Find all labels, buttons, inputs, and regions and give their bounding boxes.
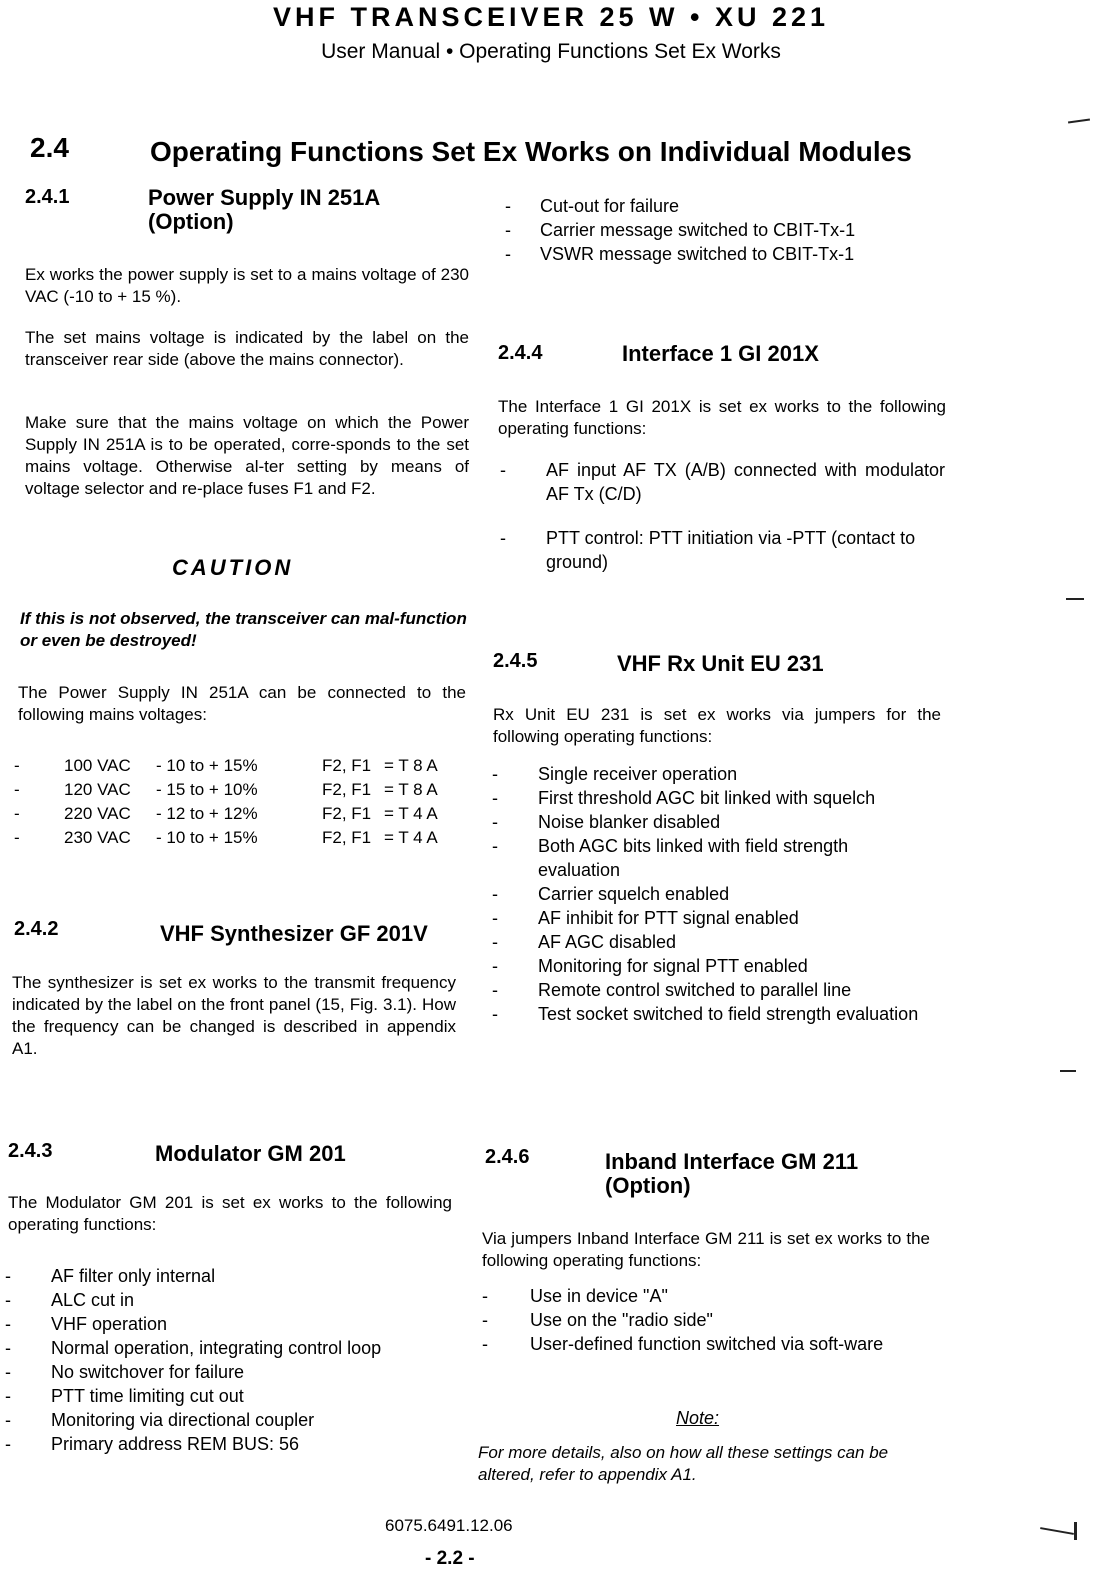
s244-paragraph: The Interface 1 GI 201X is set ex works to the following operating functions: — [498, 397, 946, 438]
list-item: - PTT control: PTT initiation via -PTT (contact to ground) — [500, 528, 916, 572]
s243-title: Modulator GM 201 — [155, 1141, 346, 1166]
fuse-rating: = T 8 A — [384, 780, 438, 799]
margin-mark — [1066, 598, 1084, 600]
list-item: - User-defined function switched via soft-ware — [482, 1334, 884, 1354]
page-header-title: VHF TRANSCEIVER 25 W • XU 221 — [272, 2, 830, 32]
voltage-range: - 10 to + 15% — [156, 828, 258, 847]
list-item: - Monitoring for signal PTT enabled — [492, 956, 808, 976]
s243-paragraph: The Modulator GM 201 is set ex works to the following operating functions: — [8, 1193, 452, 1234]
page-number: - 2.2 - — [425, 1548, 475, 1569]
s245-paragraph: Rx Unit EU 231 is set ex works via jumpers for the following operating functions: — [493, 705, 941, 746]
caution-heading: CAUTION — [172, 555, 294, 580]
margin-mark — [1068, 118, 1090, 123]
row-dash: - — [14, 828, 20, 847]
s241-title-line1: Power Supply IN 251A — [148, 185, 381, 210]
s243-list-continued — [505, 194, 935, 266]
list-item: - ALC cut in — [5, 1290, 135, 1310]
s241-title-line2: (Option) — [148, 209, 234, 234]
list-item: - Test socket switched to field strength evaluation — [492, 1004, 919, 1024]
s245-title: VHF Rx Unit EU 231 — [617, 651, 824, 676]
fuse-rating: = T 8 A — [384, 756, 438, 775]
list-item: - AF input AF TX (A/B) connected with modulator AF Tx (C/D) — [500, 460, 945, 504]
list-item: - Remote control switched to parallel line — [492, 980, 852, 1000]
voltage-value: 120 VAC — [64, 780, 131, 799]
list-item: - Monitoring via directional coupler — [5, 1410, 315, 1430]
voltage-range: - 10 to + 15% — [156, 756, 258, 775]
voltage-value: 220 VAC — [64, 804, 131, 823]
voltage-value: 230 VAC — [64, 828, 131, 847]
row-dash: - — [14, 756, 20, 775]
s242-title: VHF Synthesizer GF 201V — [160, 921, 428, 946]
voltage-row — [14, 804, 464, 828]
s246-number: 2.4.6 — [485, 1146, 530, 1168]
list-item: - First threshold AGC bit linked with squelch — [492, 788, 876, 808]
fuse-names: F2, F1 — [322, 804, 372, 823]
section-number: 2.4 — [30, 132, 69, 163]
s241-paragraph-1: Ex works the power supply is set to a mains voltage of 230 VAC (-10 to + 15 %). — [25, 265, 469, 306]
list-item: - Cut-out for failure — [505, 196, 680, 216]
fuse-rating: = T 4 A — [384, 828, 438, 847]
note-text: For more details, also on how all these settings can be altered, refer to appendix A1. — [478, 1443, 889, 1484]
s244-title: Interface 1 GI 201X — [622, 341, 819, 366]
s244-list — [500, 458, 945, 574]
voltage-range: - 12 to + 12% — [156, 804, 258, 823]
list-item: - Single receiver operation — [492, 764, 738, 784]
note-label: Note: — [676, 1408, 720, 1428]
document-number: 6075.6491.12.06 — [385, 1516, 513, 1535]
list-item: - Carrier squelch enabled — [492, 884, 730, 904]
s241-paragraph-4: The Power Supply IN 251A can be connected to the following mains voltages: — [18, 683, 466, 724]
voltage-row — [14, 780, 464, 804]
s241-number: 2.4.1 — [25, 186, 70, 208]
fuse-names: F2, F1 — [322, 828, 372, 847]
list-item: - Both AGC bits linked with field strength evaluation — [492, 836, 849, 880]
list-item: - Use on the "radio side" — [482, 1310, 713, 1330]
list-item: - AF AGC disabled — [492, 932, 677, 952]
list-item: - No switchover for failure — [5, 1362, 245, 1382]
list-item: - Noise blanker disabled — [492, 812, 721, 832]
s244-number: 2.4.4 — [498, 342, 543, 364]
s246-paragraph: Via jumpers Inband Interface GM 211 is set ex works to the following operating functions: — [482, 1229, 930, 1270]
s241-paragraph-2: The set mains voltage is indicated by the label on the transceiver rear side (above the mains connector). — [25, 328, 469, 369]
s245-number: 2.4.5 — [493, 650, 538, 672]
voltage-row — [14, 828, 464, 852]
s246-title-line2: (Option) — [605, 1173, 691, 1198]
voltage-value: 100 VAC — [64, 756, 131, 775]
margin-mark — [1040, 1527, 1074, 1535]
list-item: - Use in device "A" — [482, 1286, 668, 1306]
s245-list — [492, 762, 934, 1026]
s242-paragraph: The synthesizer is set ex works to the transmit frequency indicated by the label on the front panel (15, Fig. 3.1). How the frequency can be changed is described in appendix A1. — [12, 973, 456, 1058]
page-header-subtitle: User Manual • Operating Functions Set Ex Works — [321, 40, 781, 63]
margin-mark — [1074, 1522, 1077, 1540]
s243-number: 2.4.3 — [8, 1140, 53, 1162]
margin-mark — [1060, 1070, 1076, 1072]
row-dash: - — [14, 780, 20, 799]
list-item: - Carrier message switched to CBIT-Tx-1 — [505, 220, 856, 240]
s241-paragraph-3: Make sure that the mains voltage on which the Power Supply IN 251A is to be operated, corre-sponds to the set mains voltage. Otherwise al-ter setting by means of voltage selector and re-place fuses F1 and F2. — [25, 413, 469, 498]
s246-list — [482, 1284, 924, 1356]
fuse-rating: = T 4 A — [384, 804, 438, 823]
s242-number: 2.4.2 — [14, 918, 59, 940]
caution-warning-text: If this is not observed, the transceiver can mal-function or even be destroyed! — [20, 609, 467, 650]
row-dash: - — [14, 804, 20, 823]
list-item: - VSWR message switched to CBIT-Tx-1 — [505, 244, 855, 264]
list-item: - VHF operation — [5, 1314, 168, 1334]
list-item: - AF filter only internal — [5, 1266, 216, 1286]
voltage-range: - 15 to + 10% — [156, 780, 258, 799]
fuse-names: F2, F1 — [322, 780, 372, 799]
s246-title-line1: Inband Interface GM 211 — [605, 1149, 859, 1174]
fuse-names: F2, F1 — [322, 756, 372, 775]
list-item: - Primary address REM BUS: 56 — [5, 1434, 300, 1454]
voltage-row — [14, 756, 464, 780]
s243-list — [5, 1264, 447, 1456]
list-item: - Normal operation, integrating control loop — [5, 1338, 382, 1358]
list-item: - PTT time limiting cut out — [5, 1386, 244, 1406]
section-title: Operating Functions Set Ex Works on Individual Modules — [150, 136, 912, 167]
list-item: - AF inhibit for PTT signal enabled — [492, 908, 799, 928]
